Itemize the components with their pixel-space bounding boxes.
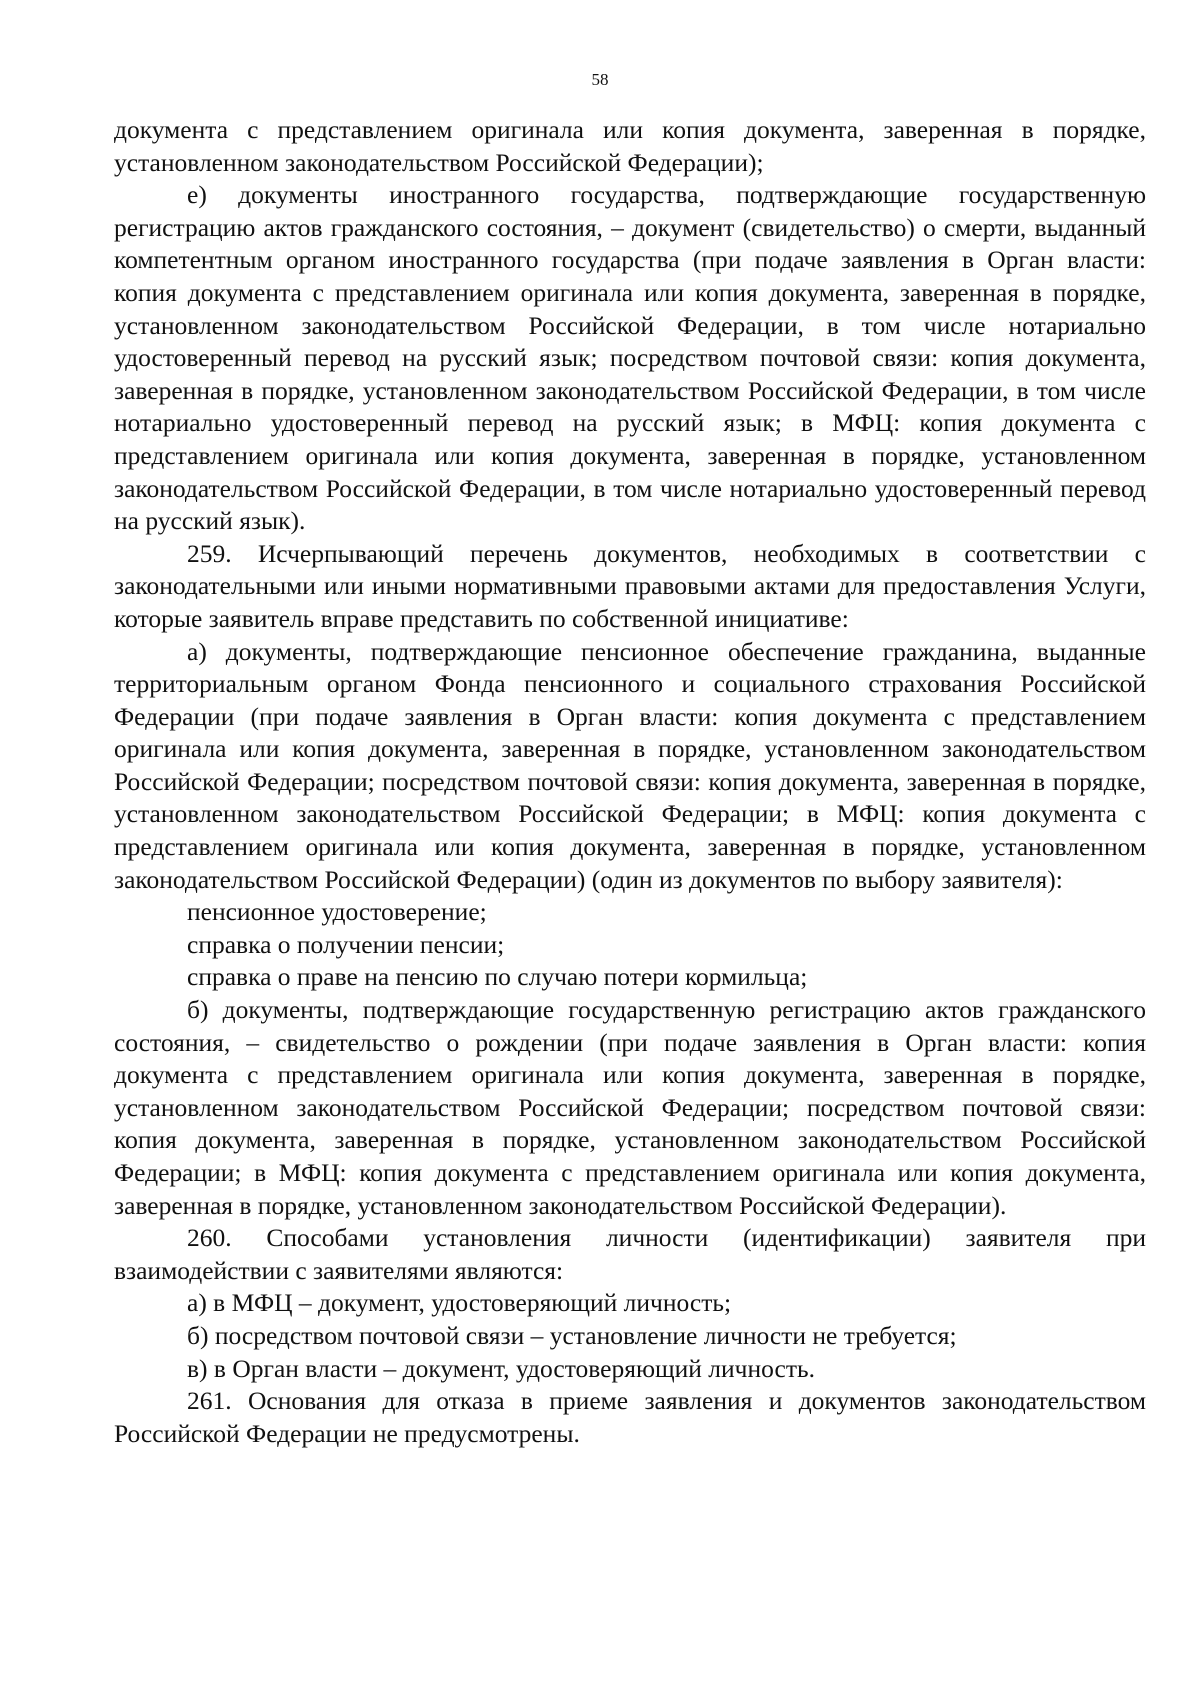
document-body [114, 114, 1146, 1450]
list-item-260-c: в) в Орган власти – документ, удостоверяющий личность. [187, 1353, 815, 1383]
paragraph-259: 259. Исчерпывающий перечень документов, необходимых в соответствии с законодательными или иными нормативными правовыми актами для предоставления Услуги, которые заявитель вправе представить по собственной инициативе: [114, 538, 1146, 633]
list-item-260-a: а) в МФЦ – документ, удостоверяющий личность; [187, 1288, 732, 1318]
paragraph-260: 260. Способами установления личности (идентификации) заявителя при взаимодействии с заявителями являются: [114, 1223, 1146, 1285]
list-item-survivor-pension: справка о праве на пенсию по случаю потери кормильца; [187, 962, 808, 992]
page-number: 58 [591, 70, 609, 89]
paragraph-261: 261. Основания для отказа в приеме заявления и документов законодательством Российской Федерации не предусмотрены. [114, 1386, 1146, 1448]
paragraph-continuation: документа с представлением оригинала или копия документа, заверенная в порядке, установленном законодательством Российской Федерации); [114, 115, 1146, 177]
list-item-pension-certificate: пенсионное удостоверение; [187, 897, 487, 927]
paragraph-item-e: е) документы иностранного государства, подтверждающие государственную регистрацию актов гражданского состояния, – документ (свидетельство) о смерти, выданный компетентным органом иностранного государства (при подаче заявления в Орган власти: копия документа с представлением оригинала или копия документа, заверенная в порядке, установленном законодательством Российской Федерации, в том числе нотариально удостоверенный перевод на русский язык; посредством почтовой связи: копия документа, заверенная в порядке, установленном законодательством Российской Федерации, в том числе нотариально удостоверенный перевод на русский язык; в МФЦ: копия документа с представлением оригинала или копия документа, заверенная в порядке, установленном законодательством Российской Федерации, в том числе нотариально удостоверенный перевод на русский язык). [114, 180, 1146, 536]
list-item-260-b: б) посредством почтовой связи – установление личности не требуется; [187, 1320, 957, 1350]
paragraph-259-item-b: б) документы, подтверждающие государственную регистрацию актов гражданского состояния, – свидетельство о рождении (при подаче заявления в Орган власти: копия документа с представлением оригинала или копия документа, заверенная в порядке, установленном законодательством Российской Федерации; посредством почтовой связи: копия документа, заверенная в порядке, установленном законодательством Российской Федерации; в МФЦ: копия документа с представлением оригинала или копия документа, заверенная в порядке, установленном законодательством Российской Федерации). [114, 995, 1146, 1220]
paragraph-259-item-a: а) документы, подтверждающие пенсионное обеспечение гражданина, выданные территориальным органом Фонда пенсионного и социального страхования Российской Федерации (при подаче заявления в Орган власти: копия документа с представлением оригинала или копия документа, заверенная в порядке, установленном законодательством Российской Федерации; посредством почтовой связи: копия документа, заверенная в порядке, установленном законодательством Российской Федерации; в МФЦ: копия документа с представлением оригинала или копия документа, заверенная в порядке, установленном законодательством Российской Федерации) (один из документов по выбору заявителя): [114, 636, 1146, 894]
list-item-pension-receipt: справка о получении пенсии; [187, 929, 505, 959]
